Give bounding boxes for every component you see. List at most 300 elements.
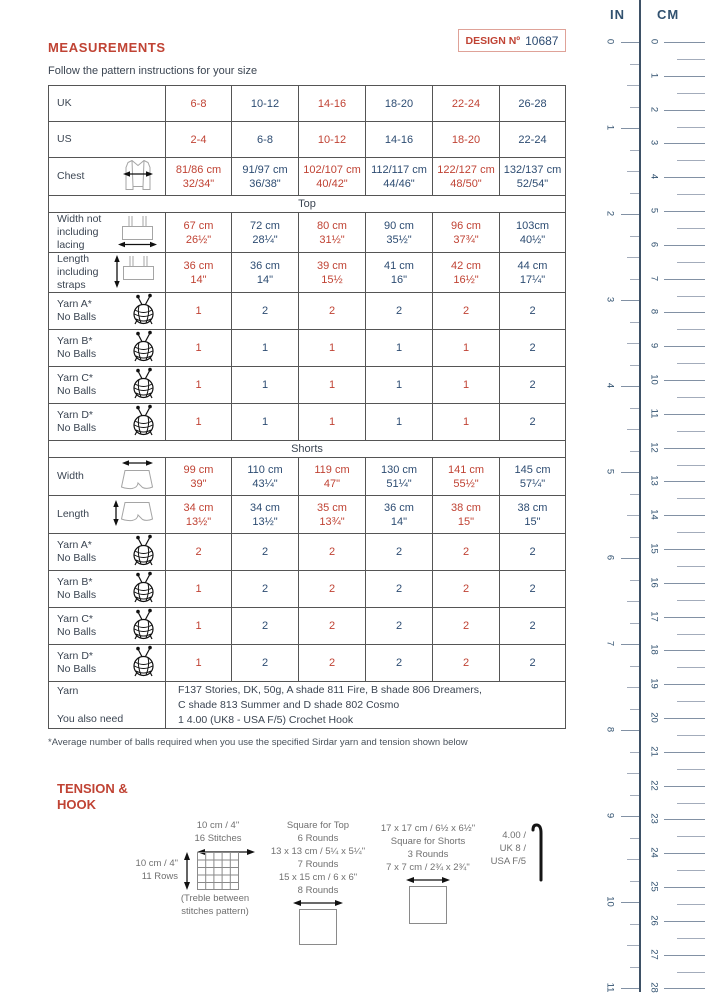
size-value-cell: 1 [366,367,433,404]
ruler-tick-label: 5 [648,207,660,214]
measurements-title: MEASUREMENTS [48,40,166,55]
ruler-tick [664,143,705,144]
ruler-tick-label: 3 [648,140,660,146]
swatch-rows-arrow-icon [183,852,191,895]
size-value-cell: 2 [433,645,500,682]
size-value-cell: 80 cm 31½" [299,213,366,253]
size-value-cell: 90 cm 35½" [366,213,433,253]
size-value-cell: 1 [166,367,232,404]
ruler-tick-label: 25 [648,881,660,892]
ruler-tick [621,386,639,387]
ruler-tick [664,110,705,111]
tension-heading-line1: TENSION & [57,781,128,796]
size-value-cell: 2 [366,534,433,571]
row-label: UK [57,97,72,109]
ruler-tick-label: 1 [648,72,660,78]
size-value-cell: 2 [433,534,500,571]
row-label: Yarn A* No Balls [57,298,97,323]
table-row [49,158,566,196]
size-value-cell: 6-8 [232,122,299,158]
square-top-arrow-icon [293,899,343,907]
tension-text-line: Square for Top [286,820,350,831]
row-label-cell [49,330,166,367]
size-value-cell: 2 [433,293,500,330]
table-row [49,253,566,293]
size-value-cell: 81/86 cm 32/34" [166,158,232,196]
design-number-badge [458,29,566,52]
table-row [49,122,566,158]
ruler-tick [677,701,705,702]
yarn-icon [130,608,157,644]
size-value-cell: 1 [166,571,232,608]
ruler-tick [677,803,705,804]
swatch-width-label: 10 cm / 4" [196,820,240,831]
size-value-cell: 26-28 [500,86,566,122]
row-label: Width not including lacing [57,213,102,251]
ruler-tick-label: 1 [604,124,616,131]
ruler-tick [677,566,705,567]
table-row [49,404,566,441]
ruler-tick-label: 24 [648,847,660,858]
size-value-cell: 2 [500,571,566,608]
ruler-tick [621,472,639,473]
size-value-cell: 35 cm 13¾" [299,496,366,534]
size-value-cell: 2 [299,571,366,608]
section-band-shorts: Shorts [49,441,566,458]
table-row [49,196,566,213]
ruler-tick [664,684,705,685]
table-row [49,86,566,122]
size-value-cell: 1 [232,367,299,404]
ruler-tick-label: 11 [648,408,660,419]
ruler-tick-label: 5 [604,468,616,475]
row-label: Width [57,470,84,482]
ruler-tick [630,838,639,839]
ruler-tick [677,532,705,533]
ruler-tick [677,870,705,871]
row-label: US [57,133,72,145]
size-value-cell: 10-12 [232,86,299,122]
size-value-cell: 1 [166,645,232,682]
size-value-cell: 22-24 [500,122,566,158]
table-row [49,441,566,458]
ruler-tick [627,171,639,172]
ruler-tick [627,945,639,946]
ruler-tick [677,972,705,973]
size-value-cell: 1 [433,367,500,404]
row-label-cell [49,458,166,496]
ruler-tick [621,816,639,817]
size-value-cell: 1 [232,404,299,441]
size-value-cell: 14-16 [299,86,366,122]
row-label-cell [49,122,166,158]
size-value-cell: 2-4 [166,122,232,158]
ruler-tick [630,537,639,538]
size-value-cell: 102/107 cm 40/42" [299,158,366,196]
row-label: Yarn A* No Balls [57,539,97,564]
ruler-tick [630,967,639,968]
ruler-tick-label: 7 [648,275,660,281]
size-value-cell: 72 cm 28¼" [232,213,299,253]
size-value-cell: 2 [500,645,566,682]
tension-heading-line2: HOOK [57,797,96,812]
ruler-tick [630,795,639,796]
measurements-table [48,85,566,729]
size-value-cell: 1 [433,404,500,441]
row-label-cell [49,404,166,441]
size-value-cell: 1 [232,330,299,367]
size-value-cell: 22-24 [433,86,500,122]
table-row [49,571,566,608]
size-value-cell: 96 cm 37¾" [433,213,500,253]
size-value-cell: 2 [433,608,500,645]
ruler-tick [677,498,705,499]
size-value-cell: 18-20 [433,122,500,158]
ruler-tick-label: 10 [648,374,660,385]
footnote: *Average number of balls required when you use the specified Sirdar yarn and tension shown below [48,737,468,748]
size-value-cell: 2 [232,534,299,571]
ruler-tick [677,93,705,94]
ruler-tick-label: 17 [648,610,660,622]
size-value-cell: 2 [299,645,366,682]
size-value-cell: 103cm 40½" [500,213,566,253]
size-value-cell: 2 [232,293,299,330]
table-row [49,213,566,253]
tension-text-line: Square for Shorts [390,836,466,847]
ruler-tick [664,988,705,989]
section-band-top: Top [49,196,566,213]
size-value-cell: 10-12 [299,122,366,158]
ruler-tick [630,623,639,624]
size-value-cell: 110 cm 43¼" [232,458,299,496]
swatch-stitches-label: 16 Stitches [194,833,242,844]
size-value-cell: 1 [366,404,433,441]
yarn-info-line: F137 Stories, DK, 50g, A shade 811 Fire, B shade 806 Dreamers, [178,683,482,696]
tension-text-line: 7 x 7 cm / 2¾ x 2¾" [386,862,470,873]
ruler-tick-label: 2 [604,210,616,217]
ruler-tick [664,448,705,449]
ruler-tick-label: 16 [648,577,660,588]
size-value-cell: 36 cm 14" [366,496,433,534]
ruler-tick [677,836,705,837]
size-value-cell: 2 [232,608,299,645]
ruler-tick [664,786,705,787]
ruler-tick-label: 9 [604,812,616,819]
row-label-cell [49,534,166,571]
size-value-cell: 2 [500,293,566,330]
size-value-cell: 34 cm 13½" [166,496,232,534]
ruler-tick [630,924,639,925]
size-value-cell: 36 cm 14" [232,253,299,293]
ruler-tick [627,429,639,430]
ruler-tick-label: 21 [648,746,660,757]
ruler-tick [677,938,705,939]
ruler-tick [627,515,639,516]
ruler-tick-label: 9 [648,343,660,349]
table-row [49,496,566,534]
top-length-icon [113,255,157,291]
size-value-cell: 2 [433,571,500,608]
ruler-tick-label: 4 [604,382,616,389]
size-value-cell: 132/137 cm 52/54" [500,158,566,196]
size-value-cell: 112/117 cm 44/46" [366,158,433,196]
ruler-tick [664,549,705,550]
size-value-cell: 42 cm 16½" [433,253,500,293]
ruler-tick [664,921,705,922]
ruler-tick [664,414,705,415]
ruler-tick [630,236,639,237]
ruler-tick-label: 3 [604,296,616,303]
swatch-left-labels [104,857,178,883]
ruler-tick [621,42,639,43]
ruler-axis-line [639,0,641,992]
ruler-tick-label: 12 [648,441,660,453]
ruler-tick [630,193,639,194]
ruler-tick [677,127,705,128]
table-row [49,645,566,682]
row-label: Yarn C* No Balls [57,613,97,638]
ruler-tick [677,363,705,364]
ruler-tick-label: 8 [648,309,660,315]
ruler-tick-label: 10 [604,896,616,907]
crochet-hook-icon [531,821,547,888]
table-row [49,330,566,367]
size-value-cell: 2 [366,645,433,682]
ruler-tick [677,228,705,229]
ruler-tick-label: 20 [648,712,660,723]
ruler-tick [630,709,639,710]
ruler-inch-label: IN [610,7,625,22]
size-value-cell: 2 [500,330,566,367]
size-value-cell: 1 [166,330,232,367]
size-value-cell: 67 cm 26½" [166,213,232,253]
ruler-tick-label: 7 [604,640,616,647]
size-value-cell: 18-20 [366,86,433,122]
ruler-tick [621,300,639,301]
ruler-tick [677,160,705,161]
ruler-tick [664,650,705,651]
square-shorts-arrow-icon [406,876,450,884]
ruler-tick-label: 15 [648,543,660,554]
swatch-height-label: 10 cm / 4" [135,858,178,869]
row-label: Chest [57,170,85,182]
ruler-tick [677,194,705,195]
table-row [49,458,566,496]
tension-text-line: 15 x 15 cm / 6 x 6" [278,872,358,883]
design-label: DESIGN Nº [465,34,521,47]
ruler-tick-label: 13 [648,475,660,487]
row-label-cell [49,496,166,534]
ruler-tick [664,853,705,854]
yarn-icon [130,404,157,440]
size-value-cell: 1 [366,330,433,367]
size-value-cell: 41 cm 16" [366,253,433,293]
ruler-tick [664,887,705,888]
size-value-cell: 38 cm 15" [500,496,566,534]
ruler [600,0,705,1000]
shorts-length-icon [111,499,157,530]
size-value-cell: 2 [500,404,566,441]
ruler-tick [677,735,705,736]
size-value-cell: 119 cm 47" [299,458,366,496]
tension-text-line: 13 x 13 cm / 5¼ x 5¼" [270,846,366,857]
row-label-cell [49,86,166,122]
ruler-tick [677,329,705,330]
tension-text-line: 6 Rounds [297,833,339,844]
size-value-cell: 36 cm 14" [166,253,232,293]
tension-text-line: 8 Rounds [297,885,339,896]
size-value-cell: 145 cm 57¼" [500,458,566,496]
tension-text-line: 7 Rounds [297,859,339,870]
row-label-cell [49,645,166,682]
size-value-cell: 130 cm 51¼" [366,458,433,496]
ruler-tick [630,494,639,495]
ruler-tick-label: 14 [648,509,660,520]
ruler-tick-label: 26 [648,915,660,926]
size-value-cell: 99 cm 39" [166,458,232,496]
size-value-cell: 1 [166,293,232,330]
ruler-tick [630,107,639,108]
row-label-cell [49,608,166,645]
ruler-tick [664,177,705,178]
size-value-cell: 34 cm 13½" [232,496,299,534]
row-label: Yarn D* No Balls [57,650,97,675]
table-row [49,682,566,729]
ruler-tick-label: 2 [648,106,660,112]
ruler-tick [621,558,639,559]
ruler-tick-label: 8 [604,726,616,733]
row-label: Yarn [57,685,79,697]
size-value-cell: 122/127 cm 48/50" [433,158,500,196]
size-value-cell: 141 cm 55½" [433,458,500,496]
ruler-tick [677,769,705,770]
ruler-tick [664,42,705,43]
size-value-cell: 2 [166,534,232,571]
ruler-tick [621,730,639,731]
ruler-tick [627,257,639,258]
hook-size-labels [460,829,526,868]
ruler-tick [677,59,705,60]
ruler-cm-label: CM [657,7,680,22]
ruler-tick [664,481,705,482]
tension-swatch-grid [197,852,239,895]
ruler-tick [677,431,705,432]
swatch-caption-line1: (Treble between [180,893,250,904]
size-value-cell: 14-16 [366,122,433,158]
ruler-tick [630,881,639,882]
table-row [49,293,566,330]
yarn-info-label-cell [49,682,166,729]
row-label-cell [49,571,166,608]
ruler-tick [627,343,639,344]
ruler-tick-label: 0 [648,38,660,45]
size-value-cell: 44 cm 17¼" [500,253,566,293]
tension-text-line: 3 Rounds [407,849,449,860]
tension-text-line: UK 8 / [499,843,526,854]
size-value-cell: 2 [366,608,433,645]
ruler-tick-label: 23 [648,813,660,825]
ruler-tick [664,211,705,212]
yarn-info-line: C shade 813 Summer and D shade 802 Cosmo [178,698,400,711]
ruler-tick [664,752,705,753]
ruler-tick [677,465,705,466]
row-label: You also need [57,713,124,725]
ruler-tick [630,279,639,280]
row-label-cell [49,158,166,196]
ruler-tick [630,408,639,409]
ruler-tick [677,397,705,398]
row-label: Yarn B* No Balls [57,335,97,360]
size-value-cell: 1 [166,404,232,441]
table-row [49,367,566,404]
ruler-tick [664,718,705,719]
ruler-tick [627,859,639,860]
size-value-cell: 6-8 [166,86,232,122]
tension-text-line: USA F/5 [490,856,526,867]
ruler-tick [627,85,639,86]
ruler-tick [630,322,639,323]
ruler-tick-label: 27 [648,948,660,960]
size-value-cell: 2 [232,571,299,608]
ruler-tick-label: 11 [604,982,616,993]
ruler-tick [664,380,705,381]
row-label-cell [49,213,166,253]
square-for-top-group [260,819,376,945]
ruler-tick [664,617,705,618]
yarn-icon [130,645,157,681]
ruler-tick [664,312,705,313]
yarn-info-line: 1 4.00 (UK8 - USA F/5) Crochet Hook [178,713,354,726]
ruler-tick [630,365,639,366]
size-value-cell: 2 [500,367,566,404]
ruler-tick-label: 6 [648,241,660,247]
ruler-tick-label: 19 [648,678,660,689]
ruler-tick [677,904,705,905]
top-width-icon [117,215,157,251]
yarn-icon [130,293,157,329]
ruler-tick [664,955,705,956]
ruler-tick [664,245,705,246]
ruler-tick-label: 0 [604,38,616,45]
yarn-icon [130,367,157,403]
tension-text-line: 4.00 / [502,830,526,841]
size-value-cell: 1 [299,330,366,367]
size-instructions: Follow the pattern instructions for your size [48,65,258,77]
row-label-cell [49,367,166,404]
ruler-tick [664,515,705,516]
ruler-tick [630,752,639,753]
row-label: Yarn C* No Balls [57,372,97,397]
row-label: Yarn B* No Balls [57,576,97,601]
ruler-tick [630,150,639,151]
square-for-top-labels [271,819,365,897]
ruler-tick [677,634,705,635]
design-number: 10687 [525,33,559,48]
ruler-tick [664,819,705,820]
ruler-tick [621,128,639,129]
ruler-tick [677,600,705,601]
row-label: Length including straps [57,253,99,291]
ruler-tick [621,902,639,903]
size-value-cell: 1 [166,608,232,645]
ruler-tick-label: 6 [604,554,616,561]
size-value-cell: 39 cm 15½ [299,253,366,293]
shorts-width-icon [117,459,157,494]
ruler-tick [630,64,639,65]
yarn-icon [130,330,157,366]
tension-square-top [299,909,337,945]
ruler-tick [677,296,705,297]
